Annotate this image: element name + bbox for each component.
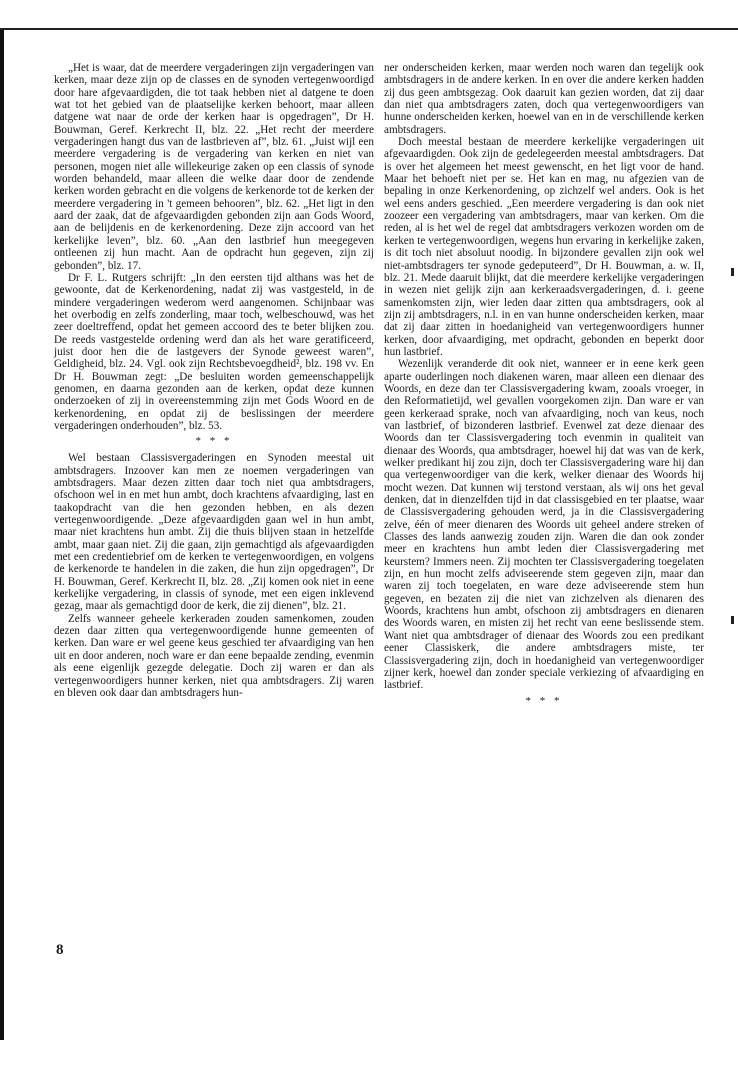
document-page xyxy=(50,62,722,982)
right-paragraph-1: ner onderscheiden kerken, maar werden noch waren dan tegelijk ook ambtsdragers in de andere kerken. In en over die andere kerken hadden zij dus geen ambtsgezag. Ook daaruit kan gezien worden, dat zij daar dan niet qua ambtsdragers zaten, doch qua vertegenwoordigers van hunne onderscheiden kerken, hoewel van en in de verschillende kerken ambtsdragers. xyxy=(384,62,704,136)
left-paragraph-4: Zelfs wanneer geheele kerkeraden zouden samenkomen, zouden dezen daar zitten qua vertegenwoordigende hunne gemeenten of kerken. Dan ware er wel geene keus geschied ter afvaardiging van hen uit en door anderen, noch ware er dan eene bepaalde zending, evenmin als eene eigenlijk gezegde delegatie. Doch zij waren er dan als vertegenwoordigers hunner kerken, niet qua ambtsdragers. Zij waren en bleven ook daar dan ambtsdragers hun- xyxy=(54,612,374,699)
right-column xyxy=(384,62,704,712)
right-paragraph-3: Wezenlijk veranderde dit ook niet, wanneer er in eene kerk geen aparte ouderlingen noch diakenen waren, maar alleen een dienaar des Woords, en deze dan ter Classisvergadering kwam, zooals vroeger, in den Reformatietijd, wel gevallen voorgekomen zijn. Dan ware er van geen kerkeraad sprake, noch van afvaardiging, noch van keus, noch van lastbrief, of bizonderen lastbrief. Evenwel zat deze dienaar des Woords dan ter Classisvergadering toch evenmin in qualiteit van dienaar des Woords, qua ambtsdrager, hoewel hij dat was van de kerk, welker predikant hij zou zijn, doch ter Classisvergadering ware hij dan qua vertegenwoordiger van die kerk, welker dienaar des Woords hij mocht wezen. Dat kunnen wij terstond verstaan, als wij ons het geval denken, dat in dienzelfden tijd in dat classisgebied en ter plaatse, waar de Classisvergadering gehouden werd, ja in die Classisvergadering zelve, één of meer dienaren des Woords uit geheel andere streken of Classes des lands aanwezig zouden zijn. Waren die dan ook zonder meer en krachtens hun ambt leden dier Classisvergadering met keurstem? Immers neen. Zij mochten ter Classisvergadering toegelaten zijn, en hun mocht zelfs adviseerende stem gegeven zijn, maar dan waren zij toch toegelaten, en ware deze adviseerende stem hun gegeven, en bezaten zij die niet van zichzelven als dienaren des Woords, krachtens hun ambt, ofschoon zij ambtsdragers en dienaren des Woords waren, en misten zij het recht van eene beslissende stem. Want niet qua ambtsdrager of dienaar des Woords zou een predikant eener Classiskerk, die andere ambtsdragers miste, ter Classisvergadering zijn, doch in hoedanigheid van vertegenwoordiger zijner kerk, hoewel dan zonder speciale verkiezing of afvaardiging en lastbrief. xyxy=(384,358,704,692)
scan-left-edge xyxy=(0,30,4,1040)
margin-mark xyxy=(731,616,734,624)
margin-mark xyxy=(731,268,734,276)
left-paragraph-3: Wel bestaan Classisvergaderingen en Synoden meestal uit ambtsdragers. Inzoover kan men ze noemen vergaderingen van ambtsdragers. Maar dezen zitten daar toch niet qua ambtsdragers, ofschoon wel in en met hun ambt, doch krachtens afvaardiging, last en taakopdracht van die hen gezonden hebben, en als dezen vertegenwoordigende. „Deze afgevaardigden gaan wel in hun ambt, maar niet krachtens hun ambt. Zij die thuis blijven staan in hetzelfde ambt, maar gaan niet. Zij die gaan, zijn gemachtigd als afgevaardigden met een credentiebrief om de kerken te vertegenwoordigen, en volgens de kerkenorde te handelen in die zaken, die hun zijn opgedragen”, Dr H. Bouwman, Geref. Kerkrecht II, blz. 28. „Zij komen ook niet in eene kerkelijke vergadering, in classis of synode, met een eigen inklevend gezag, maar als gemachtigd door de kerk, die zij dienen”, blz. 21. xyxy=(54,452,374,613)
scan-top-edge xyxy=(0,28,738,30)
left-column xyxy=(54,62,374,699)
page-number: 8 xyxy=(56,942,64,958)
right-paragraph-2: Doch meestal bestaan de meerdere kerkelijke vergaderingen uit afgevaardigden. Ook zijn de gedelegeerden meestal ambtsdragers. Dat is over het algemeen het meest gewenscht, en het ligt voor de hand. Maar het behoeft niet per se. Het kan en mag, nu afgezien van de bepaling in onze Kerkenordening, op zichzelf wel anders. Ook is het wel eens anders geschied. „Een meerdere vergadering is dan ook niet zoozeer een vergadering van ambtsdragers, maar van kerken. Om die reden, al is het wel de regel dat ambtsdragers verkozen worden om de kerken te vertegenwoordigen, wegens hun ervaring in kerkelijke zaken, is dit toch niet absoluut noodig. In bijzondere gevallen zijn ook wel niet-ambtsdragers ter synode gedeputeerd”, Dr H. Bouwman, a. w. II, blz. 21. Mede daaruit blijkt, dat die meerdere kerkelijke vergaderingen in wezen niet gelijk zijn aan kerkeraadsvergaderingen, d. i. geene samenkomsten zijn, wier leden daar zitten qua ambtsdragers, ook al zijn zij ambtsdragers, n.l. in en van hunne onderscheiden kerken, maar dat zij daar zitten in hoedanigheid van vertegenwoordigers hunner kerken, door afvaardiging, met opdracht, gebonden en beperkt door hun lastbrief. xyxy=(384,136,704,358)
section-separator: * * * xyxy=(195,435,233,448)
left-paragraph-2: Dr F. L. Rutgers schrijft: „In den eersten tijd althans was het de gewoonte, dat de Kerkenordening, nadat zij was vastgesteld, in de mindere vergaderingen wederom werd aangenomen. Schijnbaar was het overbodig en zelfs zonderling, maar toch, welbeschouwd, was het zeer doeltreffend, opdat het gemeen accoord des te beter blijken zou. De reeds vastgestelde ordening werd dan als het ware geratificeerd, juist door hen die de lastgevers der Synode geweest waren”, Geldigheid, blz. 24. Vgl. ook zijn Rechtsbevoegdheid², blz. 198 vv. En Dr H. Bouwman zegt: „De besluiten worden gemeenschappelijk genomen, en daarna gezonden aan de kerken, opdat deze kunnen onderzoeken of zij in overeenstemming zijn met Gods Woord en de kerkenordening, en opdat zij de beslissingen der meerdere vergaderingen onderhouden”, blz. 53. xyxy=(54,271,374,432)
left-paragraph-1: „Het is waar, dat de meerdere vergaderingen zijn vergaderingen van kerken, maar deze zijn op de classes en de synoden vertegenwoordigd door hare afgevaardigden, die tot taak hebben niet al datgene te doen wat tot het gebied van de plaatselijke kerken behoort, maar alleen datgene wat naar de orde der kerken haar is opgedragen”, Dr H. Bouwman, Geref. Kerkrecht II, blz. 22. „Het recht der meerdere vergaderingen hangt dus van de lastbrieven af”, blz. 61. „Juist wijl een meerdere vergadering is de vergadering van kerken en niet van personen, mogen niet alle willekeurige zaken op een classis of synode worden behandeld, maar alleen die welke daar door de zendende kerken worden gebracht en die volgens de kerkenorde tot de kerken der meerdere vergadering in 't gemeen behooren”, blz. 62. „Het ligt in den aard der zaak, dat de afgevaardigden gebonden zijn aan Gods Woord, aan de belijdenis en de kerkenordening. Deze zijn accoord van het kerkelijke leven”, blz. 60. „Aan den lastbrief hun meegegeven ontleenen zij hun macht. Aan de opdracht hun gegeven, zijn zij gebonden”, blz. 17. xyxy=(54,62,374,272)
section-separator-end: * * * xyxy=(525,694,563,707)
